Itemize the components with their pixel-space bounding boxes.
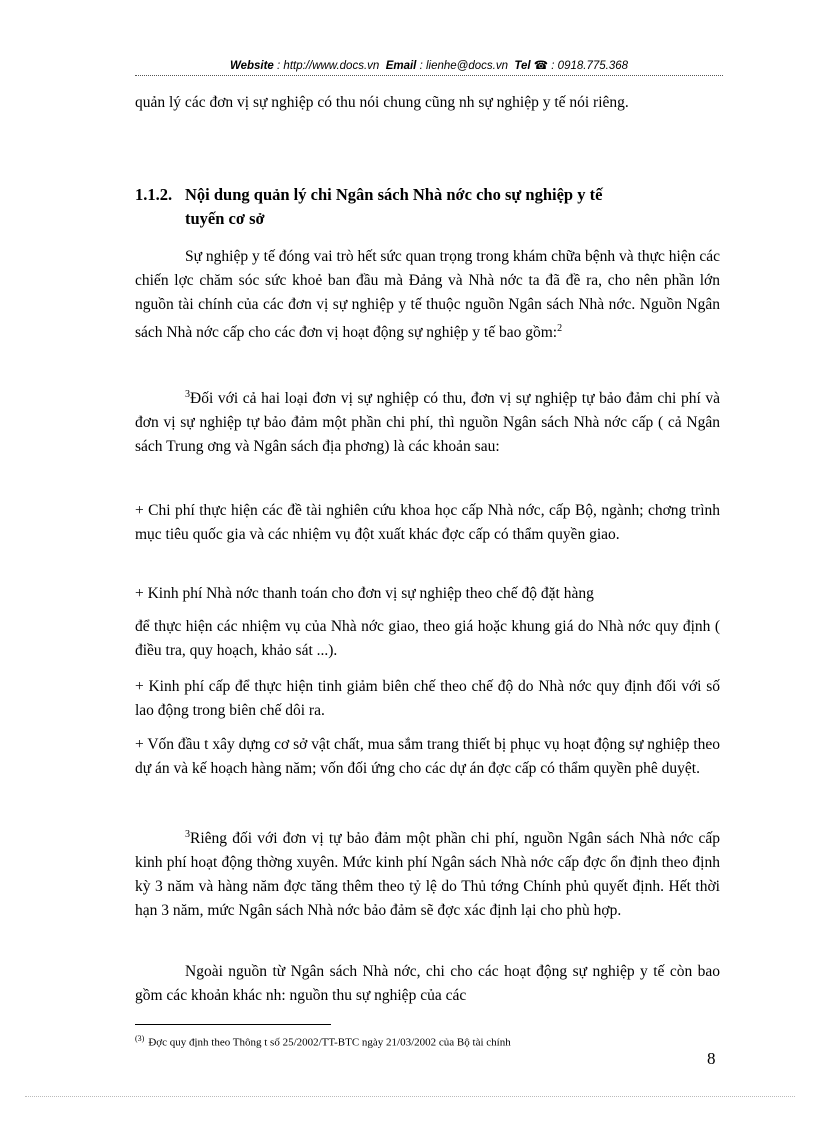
bullet-2b: để thực hiện các nhiệm vụ của Nhà nớc giao, theo giá hoặc khung giá do Nhà nớc quy định ( điều tra, quy hoạch, khảo sát ...). [135, 618, 720, 659]
section-title-line1: Nội dung quản lý chi Ngân sách Nhà nớc cho sự nghiệp y tế [185, 185, 603, 204]
paragraph-4: Ngoài nguồn từ Ngân sách Nhà nớc, chi cho các hoạt động sự nghiệp y tế còn bao gồm các khoản khác nh: nguồn thu sự nghiệp của các [135, 963, 720, 1004]
page-header [135, 58, 723, 72]
section-heading [135, 183, 720, 231]
header-divider [135, 75, 723, 76]
footnote-text: Đợc quy định theo Thông t số 25/2002/TT-BTC ngày 21/03/2002 của Bộ tài chính [148, 1036, 511, 1049]
footnote-divider [135, 1024, 331, 1025]
footnote [135, 1034, 511, 1049]
phone-icon: ☎ [533, 60, 549, 72]
footnote-ref: 3 [185, 389, 190, 400]
email-value[interactable]: : lienhe@docs.vn [419, 60, 508, 72]
website-value[interactable]: : http://www.docs.vn [277, 60, 380, 72]
website-label: Website [229, 60, 274, 72]
bullet-2a: + Kinh phí Nhà nớc thanh toán cho đơn vị sự nghiệp theo chế độ đặt hàng [135, 585, 594, 602]
page-bottom-divider [25, 1096, 795, 1097]
section-number: 1.1.2. [135, 185, 173, 204]
page-number: 8 [707, 1049, 716, 1068]
footnote-ref: 3 [185, 829, 190, 840]
paragraph-2: $^3$Đối với cả hai loại đơn vị sự nghiệp có thu, đơn vị sự nghiệp tự bảo đảm chi phí và đơn vị sự nghiệp tự bảo đảm một phần chi phí, thì nguồn Ngân sách Nhà nớc cấp ( cả Ngân sách Trung ơng và Ngân sách địa phơng) là các khoản sau: [135, 389, 720, 456]
tel-value: : 0918.775.368 [551, 60, 629, 72]
paragraph-1: Sự nghiệp y tế đóng vai trò hết sức quan trọng trong khám chữa bệnh và thực hiện các chiến lợc chăm sóc sức khoẻ ban đầu mà Đảng và Nhà nớc ta đã đề ra, cho nên phần lớn nguồn tài chính của các đơn vị sự nghiệp y tế thuộc nguồn Ngân sách Nhà nớc. Nguồn Ngân sách Nhà nớc cấp cho các đơn vị hoạt động sự nghiệp y tế bao gồm:$^2$ [135, 248, 720, 342]
bullet-1: + Chi phí thực hiện các đề tài nghiên cứu khoa học cấp Nhà nớc, cấp Bộ, ngành; chơng trình mục tiêu quốc gia và các nhiệm vụ đột xuất khác đợc cấp có thẩm quyền giao. [135, 502, 720, 543]
footnote-ref: 2 [557, 323, 563, 334]
bullet-3: + Kinh phí cấp để thực hiện tinh giảm biên chế theo chế độ do Nhà nớc quy định đối với số lao động trong biên chế dôi ra. [135, 678, 720, 719]
bullet-4: + Vốn đầu t xây dựng cơ sở vật chất, mua sắm trang thiết bị phục vụ hoạt động sự nghiệp theo dự án và kế hoạch hàng năm; vốn đối ứng cho các dự án đợc cấp có thẩm quyền phê duyệt. [135, 736, 720, 777]
paragraph-intro: quản lý các đơn vị sự nghiệp có thu nói chung cũng nh sự nghiệp y tế nói riêng. [135, 94, 629, 111]
tel-label: Tel [514, 60, 531, 72]
paragraph-3: $^3$Riêng đối với đơn vị tự bảo đảm một phần chi phí, nguồn Ngân sách Nhà nớc cấp kinh phí hoạt động thờng xuyên. Mức kinh phí Ngân sách Nhà nớc cấp đợc ổn định theo định kỳ 3 năm và hàng năm đợc tăng thêm theo tỷ lệ do Thủ tớng Chính phủ quyết định. Hết thời hạn 3 năm, mức Ngân sách Nhà nớc bảo đảm sẽ đợc xác định lại cho phù hợp. [135, 829, 720, 920]
section-title-line2: tuyến cơ sở [185, 209, 265, 228]
footnote-mark: (3) [135, 1034, 145, 1043]
email-label: Email [385, 60, 417, 72]
